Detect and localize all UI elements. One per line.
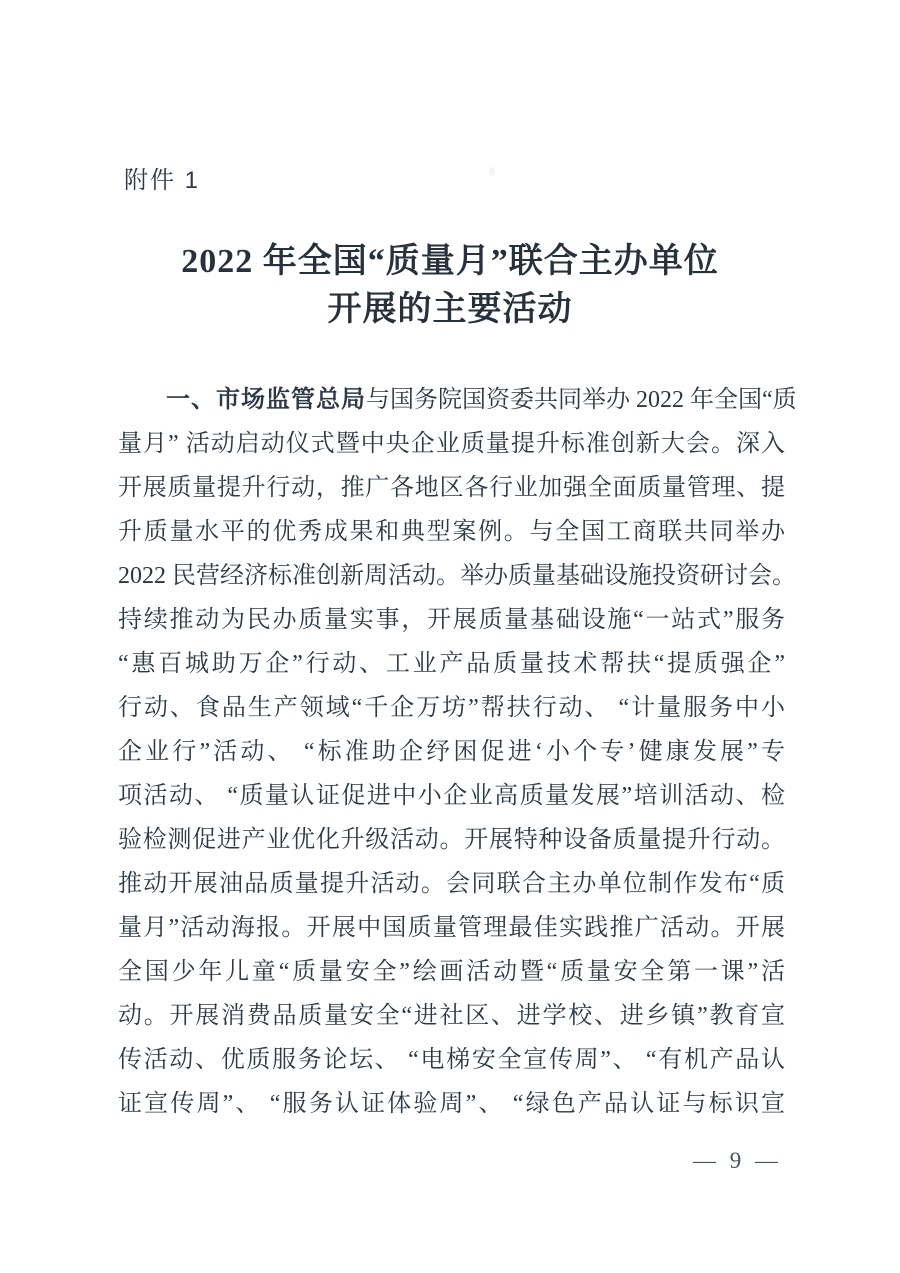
body-lines	[118, 422, 796, 1126]
body-line: 持续推动为民办质量实事，开展质量基础设施“一站式”服务	[118, 607, 785, 633]
body-first-line	[118, 378, 797, 422]
body-line: 推动开展油品质量提升活动。会同联合主办单位制作发布“质	[118, 871, 785, 897]
body-line: 量月”活动海报。开展中国质量管理最佳实践推广活动。开展	[118, 915, 785, 941]
body-line: 量月” 活动启动仪式暨中央企业质量提升标准创新大会。深入	[118, 431, 785, 457]
body-line: “惠百城助万企”行动、工业产品质量技术帮扶“提质强企”	[118, 651, 785, 677]
body-line: 验检测促进产业优化升级活动。开展特种设备质量提升行动。	[118, 827, 785, 853]
body-line: 2022 民营经济标准创新周活动。举办质量基础设施投资研讨会。	[118, 563, 796, 589]
page-number: — 9 —	[693, 1148, 782, 1173]
body-paragraph	[118, 378, 797, 1126]
body-line: 全国少年儿童“质量安全”绘画活动暨“质量安全第一课”活	[118, 959, 785, 985]
attachment-label: 附件 1	[124, 167, 201, 194]
body-line: 传活动、优质服务论坛、 “电梯安全宣传周”、 “有机产品认	[118, 1047, 785, 1073]
body-line: 动。开展消费品质量安全“进社区、进学校、进乡镇”教育宣	[118, 1003, 785, 1029]
document-title-line-1: 2022 年全国“质量月”联合主办单位	[181, 243, 719, 280]
document-title-line-2: 开展的主要活动	[327, 291, 573, 328]
body-line: 开展质量提升行动，推广各地区各行业加强全面质量管理、提	[118, 475, 785, 501]
body-line: 证宣传周”、 “服务认证体验周”、 “绿色产品认证与标识宣	[118, 1091, 785, 1117]
document-title	[0, 238, 900, 334]
scan-artifact	[489, 167, 495, 176]
lead-bold-text: 一、市场监管总局	[166, 386, 366, 413]
body-line: 企业行”活动、 “标准助企纾困促进‘小个专’健康发展”专	[118, 739, 785, 765]
body-line: 项活动、 “质量认证促进中小企业高质量发展”培训活动、检	[118, 783, 785, 809]
first-line-rest: 与国务院国资委共同举办 2022 年全国“质	[366, 387, 797, 413]
body-line: 行动、食品生产领域“千企万坊”帮扶行动、 “计量服务中小	[118, 695, 785, 721]
body-line: 升质量水平的优秀成果和典型案例。与全国工商联共同举办	[118, 519, 785, 545]
